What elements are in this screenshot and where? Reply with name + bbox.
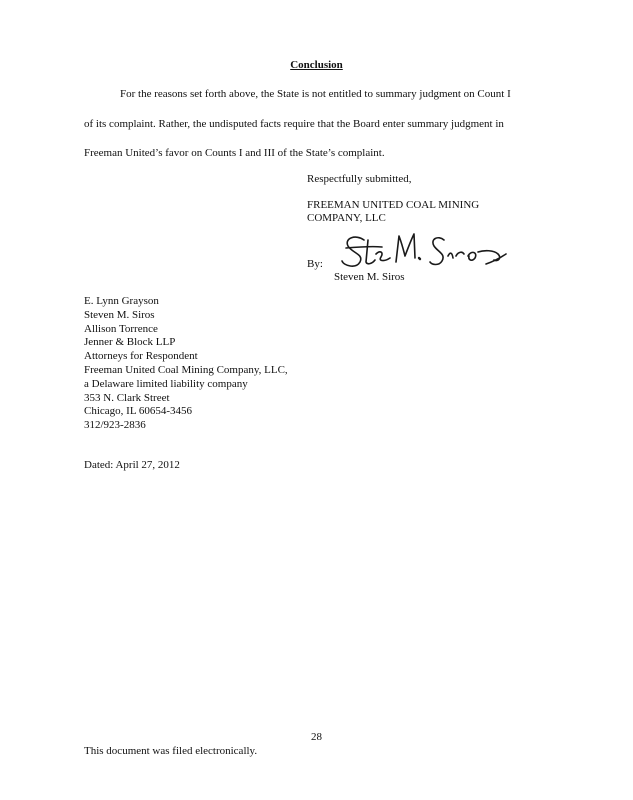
handwritten-signature [338,228,510,276]
counsel-block [84,295,288,433]
counsel-line: Chicago, IL 60654-3456 [84,405,193,418]
counsel-line: Freeman United Coal Mining Company, LLC, [84,363,288,376]
by-label: By: [307,258,323,270]
paragraph-line: Freeman United’s favor on Counts I and III of the State’s complaint. [84,147,385,159]
counsel-line: E. Lynn Grayson [84,295,159,307]
company-name-line: COMPANY, LLC [307,212,386,224]
company-name [307,199,479,225]
conclusion-heading: Conclusion [290,59,343,71]
company-name-line: FREEMAN UNITED COAL MINING [307,199,480,211]
counsel-line: 353 N. Clark Street [84,391,170,404]
paragraph-line: For the reasons set forth above, the State is not entitled to summary judgment on Count I [120,88,511,100]
closing-phrase: Respectfully submitted, [307,173,412,185]
page-number: 28 [311,731,322,743]
filing-notice: This document was filed electronically. [84,745,258,757]
counsel-line: Attorneys for Respondent [84,350,198,363]
counsel-line: a Delaware limited liability company [84,377,248,390]
dated-line: Dated: April 27, 2012 [84,459,180,471]
signer-name: Steven M. Siros [334,271,405,283]
counsel-line: 312/923-2836 [84,419,146,432]
counsel-line: Steven M. Siros [84,308,155,321]
paragraph-line: of its complaint. Rather, the undisputed facts require that the Board enter summary judgment in [84,118,504,130]
counsel-line: Allison Torrence [84,322,158,335]
counsel-line: Jenner & Block LLP [84,336,176,349]
